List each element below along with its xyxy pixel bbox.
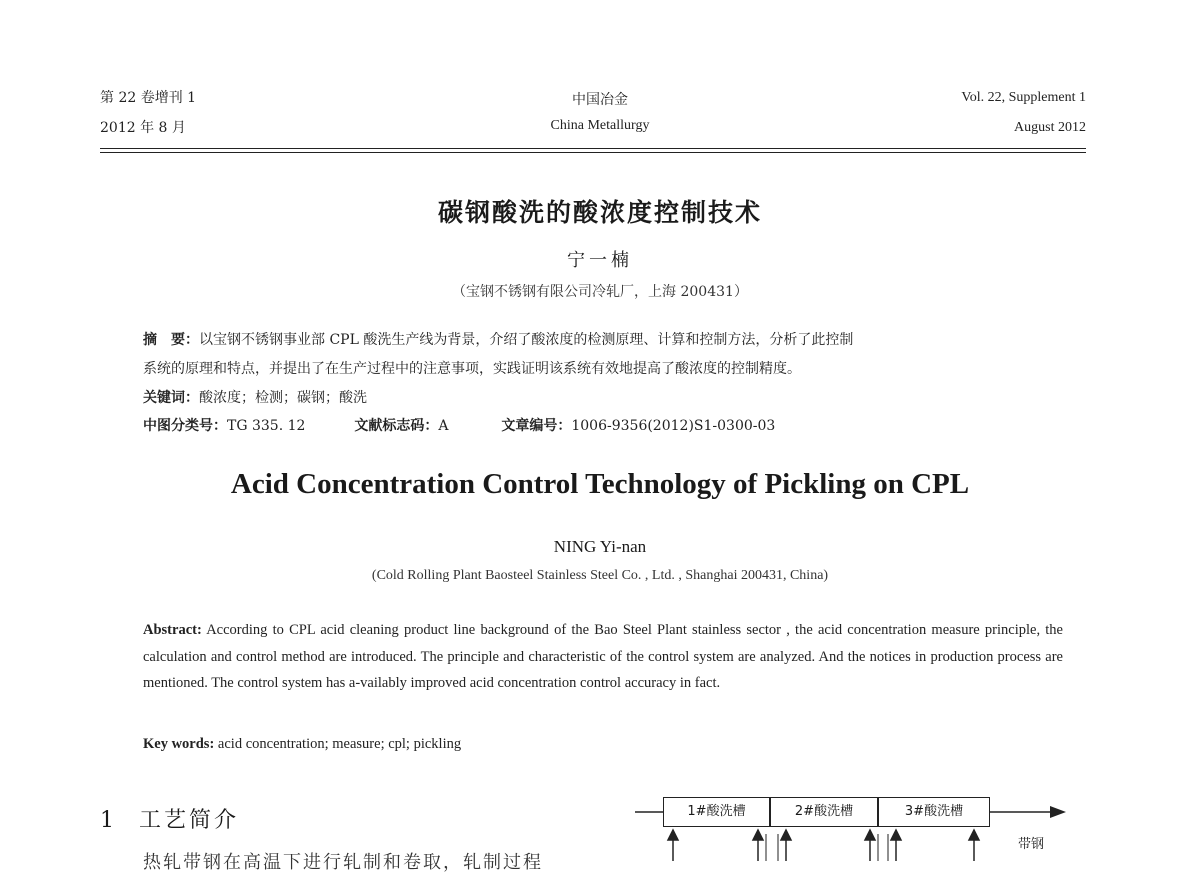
article-no-value: 1006-9356(2012)S1-0300-03	[571, 418, 776, 434]
header-date-en: August 2012	[1014, 120, 1086, 135]
abstract-en-label: Abstract:	[143, 622, 202, 638]
section-number: 1	[100, 808, 117, 833]
tank-1: 1#酸洗槽	[663, 797, 770, 827]
section-body-start: 热轧带钢在高温下进行轧制和卷取，轧制过程	[143, 852, 543, 873]
clc-value: TG 335. 12	[227, 418, 306, 434]
keywords-cn-text: 酸浓度；检测；碳钢；酸洗	[199, 390, 367, 406]
classification-line	[143, 415, 1063, 438]
header-volume-en: Vol. 22, Supplement 1	[961, 90, 1086, 105]
tank-2: 2#酸洗槽	[770, 797, 878, 827]
strip-direction-arrow-icon	[1050, 806, 1066, 818]
abstract-cn-line2: 系统的原理和特点，并提出了在生产过程中的注意事项，实践证明该系统有效地提高了酸浓度的控制精度。	[143, 361, 801, 377]
affiliation-cn: （宝钢不锈钢有限公司冷轧厂，上海 200431）	[452, 284, 748, 300]
doc-code-value: A	[438, 418, 449, 434]
header-rule-bottom	[100, 152, 1086, 153]
doc-code-label: 文献标志码：	[354, 418, 439, 434]
clc-label: 中图分类号：	[143, 418, 227, 434]
keywords-en	[143, 736, 461, 753]
circulation-arrows	[668, 830, 979, 861]
header-rule-top	[100, 148, 1086, 149]
abstract-cn-text1: 以宝钢不锈钢事业部 CPL 酸洗生产线为背景，介绍了酸浓度的检测原理、计算和控制方法，分析了此控制	[199, 332, 854, 348]
affiliation-en: (Cold Rolling Plant Baosteel Stainless Steel Co. , Ltd. , Shanghai 200431, China)	[371, 568, 829, 583]
header-journal-cn: 中国冶金	[572, 92, 628, 108]
section-title: 工艺简介	[139, 808, 240, 833]
abstract-cn-line1	[143, 329, 1063, 352]
paper-title-en: Acid Concentration Control Technology of Pickling on CPL	[230, 468, 970, 500]
header-volume: 第 22 卷增刊 1	[100, 90, 197, 106]
keywords-cn	[143, 387, 1063, 410]
keywords-en-text: acid concentration; measure; cpl; pickling	[217, 736, 462, 752]
abstract-en	[143, 617, 1063, 697]
tank-3: 3#酸洗槽	[878, 797, 990, 827]
strip-label: 带钢	[1018, 837, 1045, 852]
author-en: NING Yi-nan	[553, 537, 647, 556]
header-date-cn: 2012 年 8 月	[100, 120, 186, 136]
abstract-en-text: According to CPL acid cleaning product line background of the Bao Steel Plant stainless sector , the acid concentration measure principle, the calculation and control method are introduced. The principle and characteristic of the control system are analyzed. And the notices in production process are mentioned. The control system has a-vailably improved acid concentration control accuracy in fact.	[143, 622, 1063, 691]
author-cn: 宁一楠	[567, 250, 633, 271]
keywords-cn-label: 关键词：	[143, 390, 199, 406]
keywords-en-label: Key words:	[143, 736, 215, 752]
paper-title-cn: 碳钢酸洗的酸浓度控制技术	[437, 198, 762, 227]
header-journal-en: China Metallurgy	[550, 118, 650, 133]
section-heading-1	[100, 803, 239, 834]
abstract-cn-label: 摘 要：	[143, 332, 199, 348]
article-no-label: 文章编号：	[501, 418, 572, 434]
